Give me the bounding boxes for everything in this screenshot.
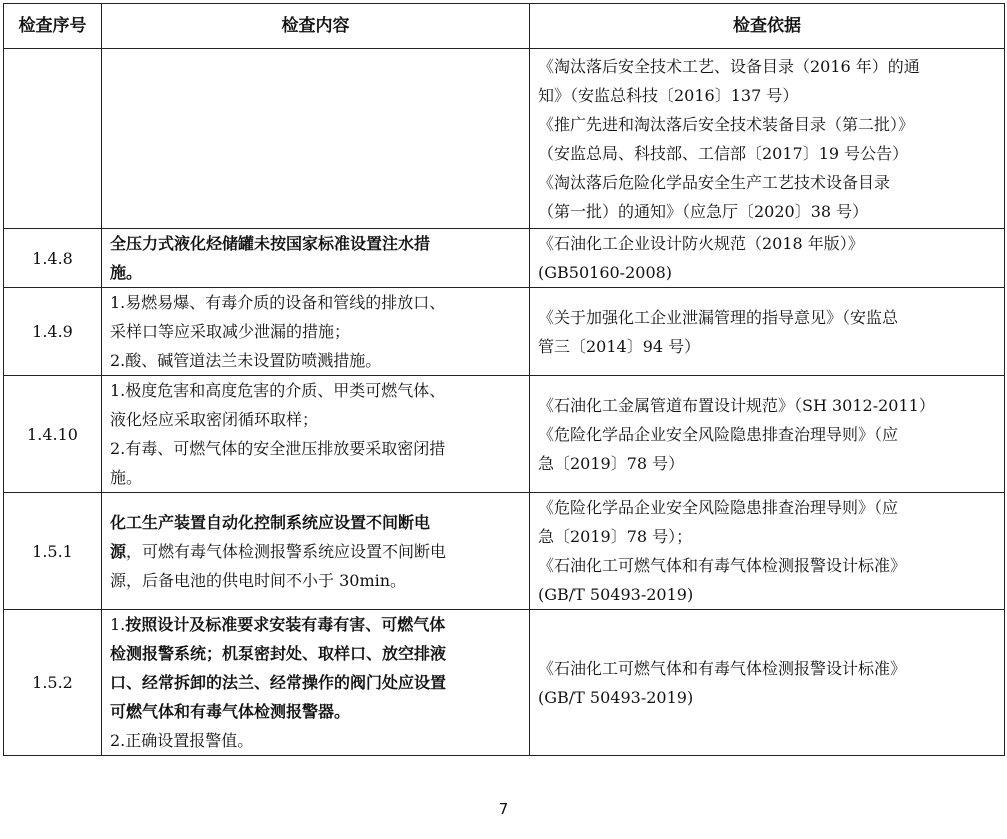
content-span: 源 [110,541,127,561]
header-num: 检查序号 [4,4,102,49]
basis-line: 急〔2019〕78 号） [538,453,685,473]
basis-line: (GB50160-2008) [538,263,673,282]
row-basis [530,376,1005,493]
content-line: 液化烃应采取密闭循环取样； [110,410,319,429]
row-basis [530,49,1005,229]
basis-line: 《危险化学品企业安全风险隐患排查治理导则》（应 [538,424,899,444]
row-basis [530,229,1005,288]
basis-line: （安监总局、科技部、工信部〔2017〕19 号公告） [538,143,909,163]
row-basis [530,288,1005,376]
content-line: 可燃气体和有毒气体检测报警器。 [110,702,351,721]
page-number: 7 [498,800,509,818]
content-span: ，可燃有毒气体检测报警系统应设置不间断电 [126,541,447,561]
basis-line: 急〔2019〕78 号）； [538,527,693,546]
header-basis: 检查依据 [530,4,1005,49]
row-basis [530,493,1005,610]
content-span: 1. [110,615,126,634]
table-row [4,49,1005,229]
table-row [4,493,1005,610]
basis-line: 《石油化工可燃气体和有毒气体检测报警设计标准》 [538,556,907,575]
content-line: 2.有毒、可燃气体的安全泄压排放要采取密闭措 [110,439,446,458]
basis-line: 《关于加强化工企业泄漏管理的指导意见》（安监总 [538,307,899,327]
row-num: 1.4.10 [4,376,102,493]
content-line: 化工生产装置自动化控制系统应设置不间断电 [110,512,431,532]
basis-line: 《推广先进和淘汰落后安全技术装备目录（第二批）》 [538,114,915,134]
basis-line: 管三〔2014〕94 号） [538,336,701,356]
basis-line: 《危险化学品企业安全风险隐患排查治理导则》（应 [538,498,899,517]
row-content [102,49,530,229]
row-content [102,288,530,376]
basis-line: 《石油化工企业设计防火规范（2018 年版）》 [538,234,864,253]
basis-line: 《淘汰落后危险化学品安全生产工艺技术设备目录 [538,172,891,192]
row-num: 1.4.9 [4,288,102,376]
content-line: 施。 [110,468,143,487]
content-line: 采样口等应采取减少泄漏的措施； [110,322,351,341]
table-row [4,376,1005,493]
basis-line: （第一批）的通知》（应急厅〔2020〕38 号） [538,201,869,221]
inspection-table [3,3,1005,756]
row-content [102,229,530,288]
content-line: 2.正确设置报警值。 [110,731,254,750]
content-span: 按照设计及标准要求安装有毒有害、可燃气体 [125,615,446,634]
row-num: 1.5.2 [4,610,102,756]
table-row [4,288,1005,376]
basis-line: (GB/T 50493-2019) [538,585,694,604]
content-line: 检测报警系统；机泵密封处、取样口、放空排液 [110,644,447,663]
content-line: 口、经常拆卸的法兰、经常操作的阀门处应设置 [110,673,447,692]
row-content [102,493,530,610]
content-line: 施。 [110,263,143,282]
row-basis [530,610,1005,756]
row-num: 1.5.1 [4,493,102,610]
header-content: 检查内容 [102,4,530,49]
basis-line: (GB/T 50493-2019) [538,687,694,707]
content-line: 1.极度危害和高度危害的介质、甲类可燃气体、 [110,381,446,400]
table-header-row [4,4,1005,49]
row-num [4,49,102,229]
content-line: 2.酸、碱管道法兰未设置防喷溅措施。 [110,351,382,370]
content-line: 全压力式液化烃储罐未按国家标准设置注水措 [110,234,431,253]
content-line: 源，后备电池的供电时间不小于 30min。 [110,570,407,590]
table-row [4,229,1005,288]
row-content [102,610,530,756]
basis-line: 《淘汰落后安全技术工艺、设备目录（2016 年）的通 [538,56,920,76]
basis-line: 《石油化工可燃气体和有毒气体检测报警设计标准》 [538,658,907,678]
basis-line: 《石油化工金属管道布置设计规范》（SH 3012-2011） [538,395,935,415]
row-content [102,376,530,493]
table-row [4,610,1005,756]
row-num: 1.4.8 [4,229,102,288]
content-line: 1.易燃易爆、有毒介质的设备和管线的排放口、 [110,293,446,312]
basis-line: 知》（安监总科技〔2016〕137 号） [538,85,799,105]
